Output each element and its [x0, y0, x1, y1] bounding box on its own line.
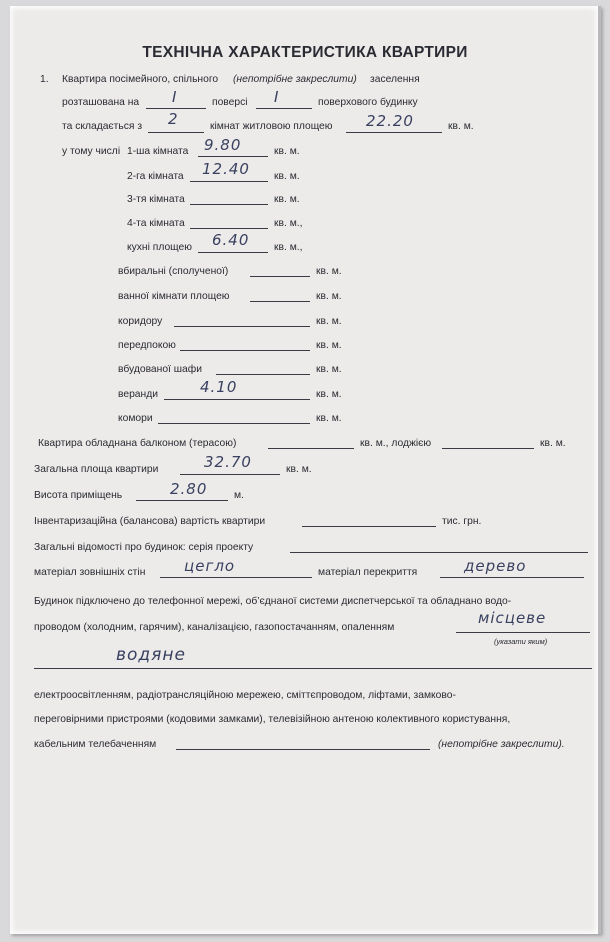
total-area-value: 32.70: [204, 453, 252, 471]
height-label: Висота приміщень: [34, 490, 123, 501]
loggia-line: [442, 448, 534, 449]
rooms-label: кімнат житловою площею: [210, 121, 333, 132]
loggia-unit: кв. м.: [540, 438, 566, 449]
room2-unit: кв. м.: [274, 171, 300, 182]
living-area-value: 22.20: [366, 112, 414, 130]
living-area-unit: кв. м.: [448, 121, 474, 132]
hall-line: [180, 350, 310, 351]
heating-value: місцеве: [478, 609, 547, 627]
balcony-line: [268, 448, 354, 449]
building-label: поверхового будинку: [318, 97, 418, 108]
ceiling-label: матеріал перекриття: [318, 567, 418, 578]
room1-unit: кв. м.: [274, 146, 300, 157]
veranda-line: [164, 399, 310, 400]
room3-unit: кв. м.: [274, 194, 300, 205]
ceiling-value: дерево: [464, 557, 527, 575]
room1-value: 9.80: [204, 136, 242, 154]
water-text: проводом (холодним, гарячим), каналізацією, газопостачанням, опаленням: [34, 622, 395, 633]
intercom-text: переговірними пристроями (кодовими замками), телевізійною антеною колективного користування,: [34, 714, 511, 725]
room4-line: [190, 228, 268, 229]
electric-text: електроосвітленням, радіотрансляційною мережею, сміттєпроводом, ліфтами, замково-: [34, 690, 456, 701]
specify-note: (указати яким): [494, 637, 548, 646]
room4-label: 4-та кімната: [127, 218, 185, 229]
series-line: [290, 552, 588, 553]
room2-line: [190, 181, 268, 182]
cable-note: (непотрібне закреслити).: [438, 739, 565, 750]
room1-line: [198, 156, 268, 157]
corridor-label: коридору: [118, 316, 163, 327]
heating-line-2: [34, 668, 592, 669]
balcony-label: Квартира обладнана балконом (терасою): [38, 438, 237, 449]
bath-line: [250, 301, 310, 302]
general-label: Загальні відомості про будинок: серія проекту: [34, 542, 254, 553]
inventory-unit: тис. грн.: [442, 516, 482, 527]
room1-label: 1-ша кімната: [127, 146, 189, 157]
loggia-label: кв. м., лоджією: [360, 438, 432, 449]
closet-unit: кв. м.: [316, 364, 342, 375]
closet-line: [216, 374, 310, 375]
height-value: 2.80: [170, 480, 208, 498]
walls-line: [160, 577, 312, 578]
living-area-line: [346, 132, 442, 133]
page-title: ТЕХНІЧНА ХАРАКТЕРИСТИКА КВАРТИРИ: [142, 44, 468, 61]
kitchen-unit: кв. м.,: [274, 242, 303, 253]
wc-label: вбиральні (сполученої): [118, 266, 229, 277]
occupancy-note: (непотрібне закреслити): [233, 74, 357, 85]
floor-label: поверсі: [212, 97, 248, 108]
bath-label: ванної кімнати площею: [118, 291, 230, 302]
walls-label: матеріал зовнішніх стін: [34, 567, 146, 578]
pantry-label: комори: [118, 413, 153, 424]
veranda-label: веранди: [118, 389, 158, 400]
veranda-value: 4.10: [200, 378, 238, 396]
height-unit: м.: [234, 490, 244, 501]
heating-value-2: водяне: [116, 645, 186, 665]
corridor-line: [174, 326, 310, 327]
located-label: розташована на: [62, 97, 140, 108]
kitchen-value: 6.40: [212, 231, 250, 249]
cable-line: [176, 749, 430, 750]
pantry-line: [158, 423, 310, 424]
heating-line: [456, 632, 590, 633]
occupancy-text: Квартира посімейного, спільного: [62, 74, 219, 85]
room2-label: 2-га кімната: [127, 171, 184, 182]
floors-line: [256, 108, 312, 109]
occupancy-end: заселення: [370, 74, 420, 85]
rooms-value: 2: [168, 110, 179, 128]
floor-value: I: [172, 88, 178, 106]
phone-text: Будинок підключено до телефонної мережі, об’єднаної системи диспетчерської та обладнано водо-: [34, 596, 512, 607]
corridor-unit: кв. м.: [316, 316, 342, 327]
room3-line: [190, 204, 268, 205]
wc-line: [250, 276, 310, 277]
total-area-line: [180, 474, 280, 475]
pantry-unit: кв. м.: [316, 413, 342, 424]
hall-label: передпокою: [118, 340, 176, 351]
wc-unit: кв. м.: [316, 266, 342, 277]
rooms-line: [148, 132, 204, 133]
hall-unit: кв. м.: [316, 340, 342, 351]
room3-label: 3-тя кімната: [127, 194, 185, 205]
kitchen-line: [198, 252, 268, 253]
ceiling-line: [440, 577, 584, 578]
inventory-line: [302, 526, 436, 527]
including-label: у тому числі: [62, 146, 121, 157]
total-area-label: Загальна площа квартири: [34, 464, 159, 475]
item-number: 1.: [40, 74, 49, 85]
kitchen-label: кухні площею: [127, 242, 192, 253]
veranda-unit: кв. м.: [316, 389, 342, 400]
cable-label: кабельним телебаченням: [34, 739, 157, 750]
walls-value: цегло: [184, 557, 236, 575]
floors-value: I: [274, 88, 280, 106]
consists-label: та складається з: [62, 121, 143, 132]
room4-unit: кв. м.,: [274, 218, 303, 229]
closet-label: вбудованої шафи: [118, 364, 202, 375]
floor-line: [146, 108, 206, 109]
height-line: [136, 500, 228, 501]
room2-value: 12.40: [202, 160, 250, 178]
total-area-unit: кв. м.: [286, 464, 312, 475]
inventory-label: Інвентаризаційна (балансова) вартість квартири: [34, 516, 266, 527]
bath-unit: кв. м.: [316, 291, 342, 302]
